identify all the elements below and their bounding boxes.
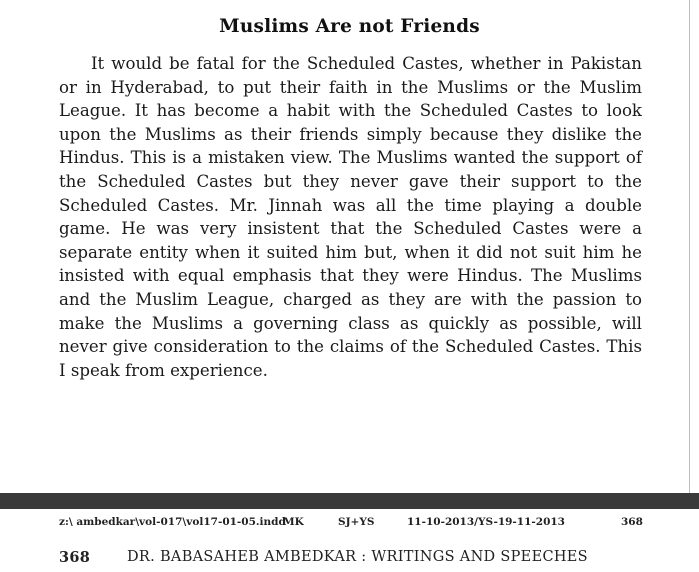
page-edge-rule [689,0,690,496]
body-paragraph: It would be fatal for the Scheduled Castes, whether in Pakistan or in Hyderabad, to put their faith in the Muslims or the Muslim League. It has become a habit with the Scheduled Castes to look upon the Muslims as their friends simply because they dislike the Hindus. This is a mistaken view. The Muslims wanted the support of the Scheduled Castes but they never gave their support to the Scheduled Castes. Mr. Jinnah was all the time playing a double game. He was very insistent that the Scheduled Castes were a separate entity when it suited him but, when it did not suit him he insisted with equal emphasis that they were Hindus. The Muslims and the Muslim League, charged as they are with the passion to make the Muslims a governing class as quickly as possible, will never give consideration to the claims of the Scheduled Castes. This I speak from experience. [59,54,642,380]
running-foot-book-title: DR. BABASAHEB AMBEDKAR : WRITINGS AND SPEECHES [127,549,588,565]
footer-bar [0,493,699,509]
slug-dates: 11-10-2013/YS-19-11-2013 [407,516,565,528]
slug-proof: SJ+YS [338,516,375,528]
slug-file-path: z:\ ambedkar\vol-017\vol17-01-05.indd [59,516,286,528]
running-foot-page-number: 368 [59,549,91,566]
slug-operator: MK [283,516,304,528]
section-heading: Muslims Are not Friends [219,16,480,37]
slug-page-number: 368 [621,516,643,528]
